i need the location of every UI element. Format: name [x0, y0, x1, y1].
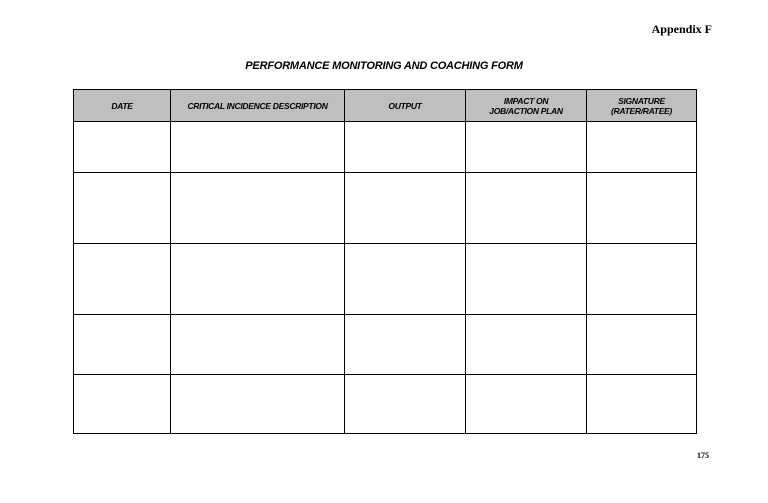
table-row: [74, 244, 697, 315]
column-header-signature: SIGNATURE (RATER/RATEE): [587, 90, 697, 122]
table-cell[interactable]: [466, 244, 587, 315]
table-cell[interactable]: [171, 122, 345, 173]
table-cell[interactable]: [587, 122, 697, 173]
table-cell[interactable]: [466, 173, 587, 244]
table-cell[interactable]: [466, 315, 587, 375]
table-row: [74, 375, 697, 434]
table-cell[interactable]: [74, 173, 171, 244]
appendix-label: Appendix F: [651, 22, 712, 36]
table-row: [74, 315, 697, 375]
table-cell[interactable]: [171, 375, 345, 434]
table-cell[interactable]: [345, 375, 466, 434]
table-cell[interactable]: [74, 315, 171, 375]
table-row: [74, 122, 697, 173]
table-cell[interactable]: [74, 122, 171, 173]
table-cell[interactable]: [74, 244, 171, 315]
coaching-form-table: [73, 89, 697, 434]
table-cell[interactable]: [345, 315, 466, 375]
table-cell[interactable]: [345, 122, 466, 173]
column-header-output: OUTPUT: [345, 90, 466, 122]
table-cell[interactable]: [345, 173, 466, 244]
column-header-critical-incidence-description: CRITICAL INCIDENCE DESCRIPTION: [171, 90, 345, 122]
table-cell[interactable]: [466, 375, 587, 434]
table-row: [74, 173, 697, 244]
table-cell[interactable]: [587, 244, 697, 315]
table-cell[interactable]: [466, 122, 587, 173]
table-header-row: [74, 90, 697, 122]
table-cell[interactable]: [587, 173, 697, 244]
table-cell[interactable]: [171, 315, 345, 375]
form-title: PERFORMANCE MONITORING AND COACHING FORM: [245, 60, 523, 72]
column-header-impact-on-job-action-plan: IMPACT ON JOB/ACTION PLAN: [466, 90, 587, 122]
table-cell[interactable]: [587, 375, 697, 434]
table-cell[interactable]: [345, 244, 466, 315]
column-header-date: DATE: [74, 90, 171, 122]
table-cell[interactable]: [171, 173, 345, 244]
page-number: 175: [697, 451, 709, 460]
table-cell[interactable]: [171, 244, 345, 315]
table-cell[interactable]: [74, 375, 171, 434]
table-cell[interactable]: [587, 315, 697, 375]
